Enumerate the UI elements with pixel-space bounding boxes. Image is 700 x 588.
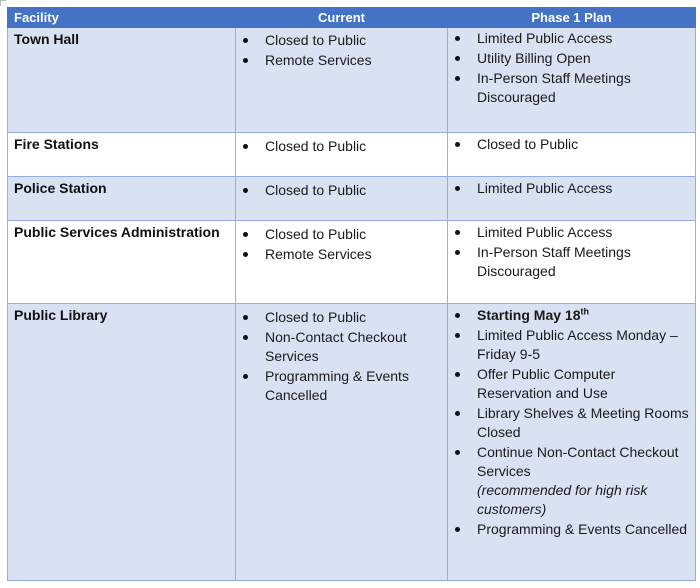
bullet-icon — [455, 186, 460, 191]
current-cell — [236, 177, 448, 221]
bullet-icon — [243, 315, 248, 320]
bullet-icon — [243, 374, 248, 379]
table-row-police-station — [8, 177, 696, 221]
facility-cell: Police Station — [8, 177, 236, 221]
bullet-icon — [455, 450, 460, 455]
bullet-icon — [243, 144, 248, 149]
bullet-icon — [455, 36, 460, 41]
list-item: Continue Non-Contact Checkout Services (recommended for high risk customers) — [448, 443, 695, 519]
page-corner-mark — [0, 0, 6, 6]
current-cell — [236, 221, 448, 304]
table-row-public-library — [8, 304, 696, 581]
table-header-row — [8, 8, 696, 28]
bullet-icon — [455, 333, 460, 338]
recommendation-note: (recommended for high risk customers) — [477, 482, 648, 517]
bullet-icon — [243, 252, 248, 257]
list-item: Utility Billing Open — [448, 49, 695, 68]
header-phase-1-plan: Phase 1 Plan — [448, 8, 696, 28]
bullet-icon — [243, 58, 248, 63]
facility-phase-table — [7, 7, 696, 581]
facility-cell: Town Hall — [8, 28, 236, 133]
facility-cell: Public Services Administration — [8, 221, 236, 304]
list-item: In-Person Staff Meetings Discouraged — [448, 243, 695, 281]
bullet-icon — [455, 411, 460, 416]
phase1-cell — [448, 28, 696, 133]
list-item: Offer Public Computer Reservation and Use — [448, 365, 695, 403]
bullet-icon — [455, 56, 460, 61]
list-item: Limited Public Access — [448, 179, 695, 198]
bullet-icon — [455, 250, 460, 255]
bullet-icon — [243, 232, 248, 237]
current-cell — [236, 304, 448, 581]
bullet-icon — [455, 527, 460, 532]
bullet-icon — [243, 38, 248, 43]
facility-cell: Public Library — [8, 304, 236, 581]
bullet-icon — [455, 230, 460, 235]
list-item: Limited Public Access Monday – Friday 9-5 — [448, 326, 695, 364]
list-item: Programming & Events Cancelled — [236, 367, 447, 405]
list-item: Closed to Public — [236, 31, 447, 50]
header-current: Current — [236, 8, 448, 28]
phase1-cell — [448, 177, 696, 221]
list-item-start-date: Starting May 18th — [448, 306, 695, 325]
header-facility: Facility — [8, 8, 236, 28]
bullet-icon — [243, 188, 248, 193]
bullet-icon — [455, 76, 460, 81]
phase1-cell — [448, 221, 696, 304]
facility-cell: Fire Stations — [8, 133, 236, 177]
list-item: Remote Services — [236, 245, 447, 264]
list-item: Closed to Public — [236, 137, 447, 156]
list-item: Closed to Public — [448, 135, 695, 154]
table-row-town-hall — [8, 28, 696, 133]
phase1-cell — [448, 304, 696, 581]
list-item: Limited Public Access — [448, 29, 695, 48]
list-item: Closed to Public — [236, 225, 447, 244]
table-row-fire-stations — [8, 133, 696, 177]
list-item: Programming & Events Cancelled — [448, 520, 695, 539]
phase1-cell — [448, 133, 696, 177]
list-item: Remote Services — [236, 51, 447, 70]
current-cell — [236, 133, 448, 177]
table-row-public-services-administration — [8, 221, 696, 304]
list-item: Closed to Public — [236, 181, 447, 200]
list-item: Limited Public Access — [448, 223, 695, 242]
bullet-icon — [455, 142, 460, 147]
current-cell — [236, 28, 448, 133]
bullet-icon — [455, 313, 460, 318]
list-item: Library Shelves & Meeting Rooms Closed — [448, 404, 695, 442]
bullet-icon — [243, 335, 248, 340]
list-item: Closed to Public — [236, 308, 447, 327]
list-item: Non-Contact Checkout Services — [236, 328, 447, 366]
list-item: In-Person Staff Meetings Discouraged — [448, 69, 695, 107]
bullet-icon — [455, 372, 460, 377]
